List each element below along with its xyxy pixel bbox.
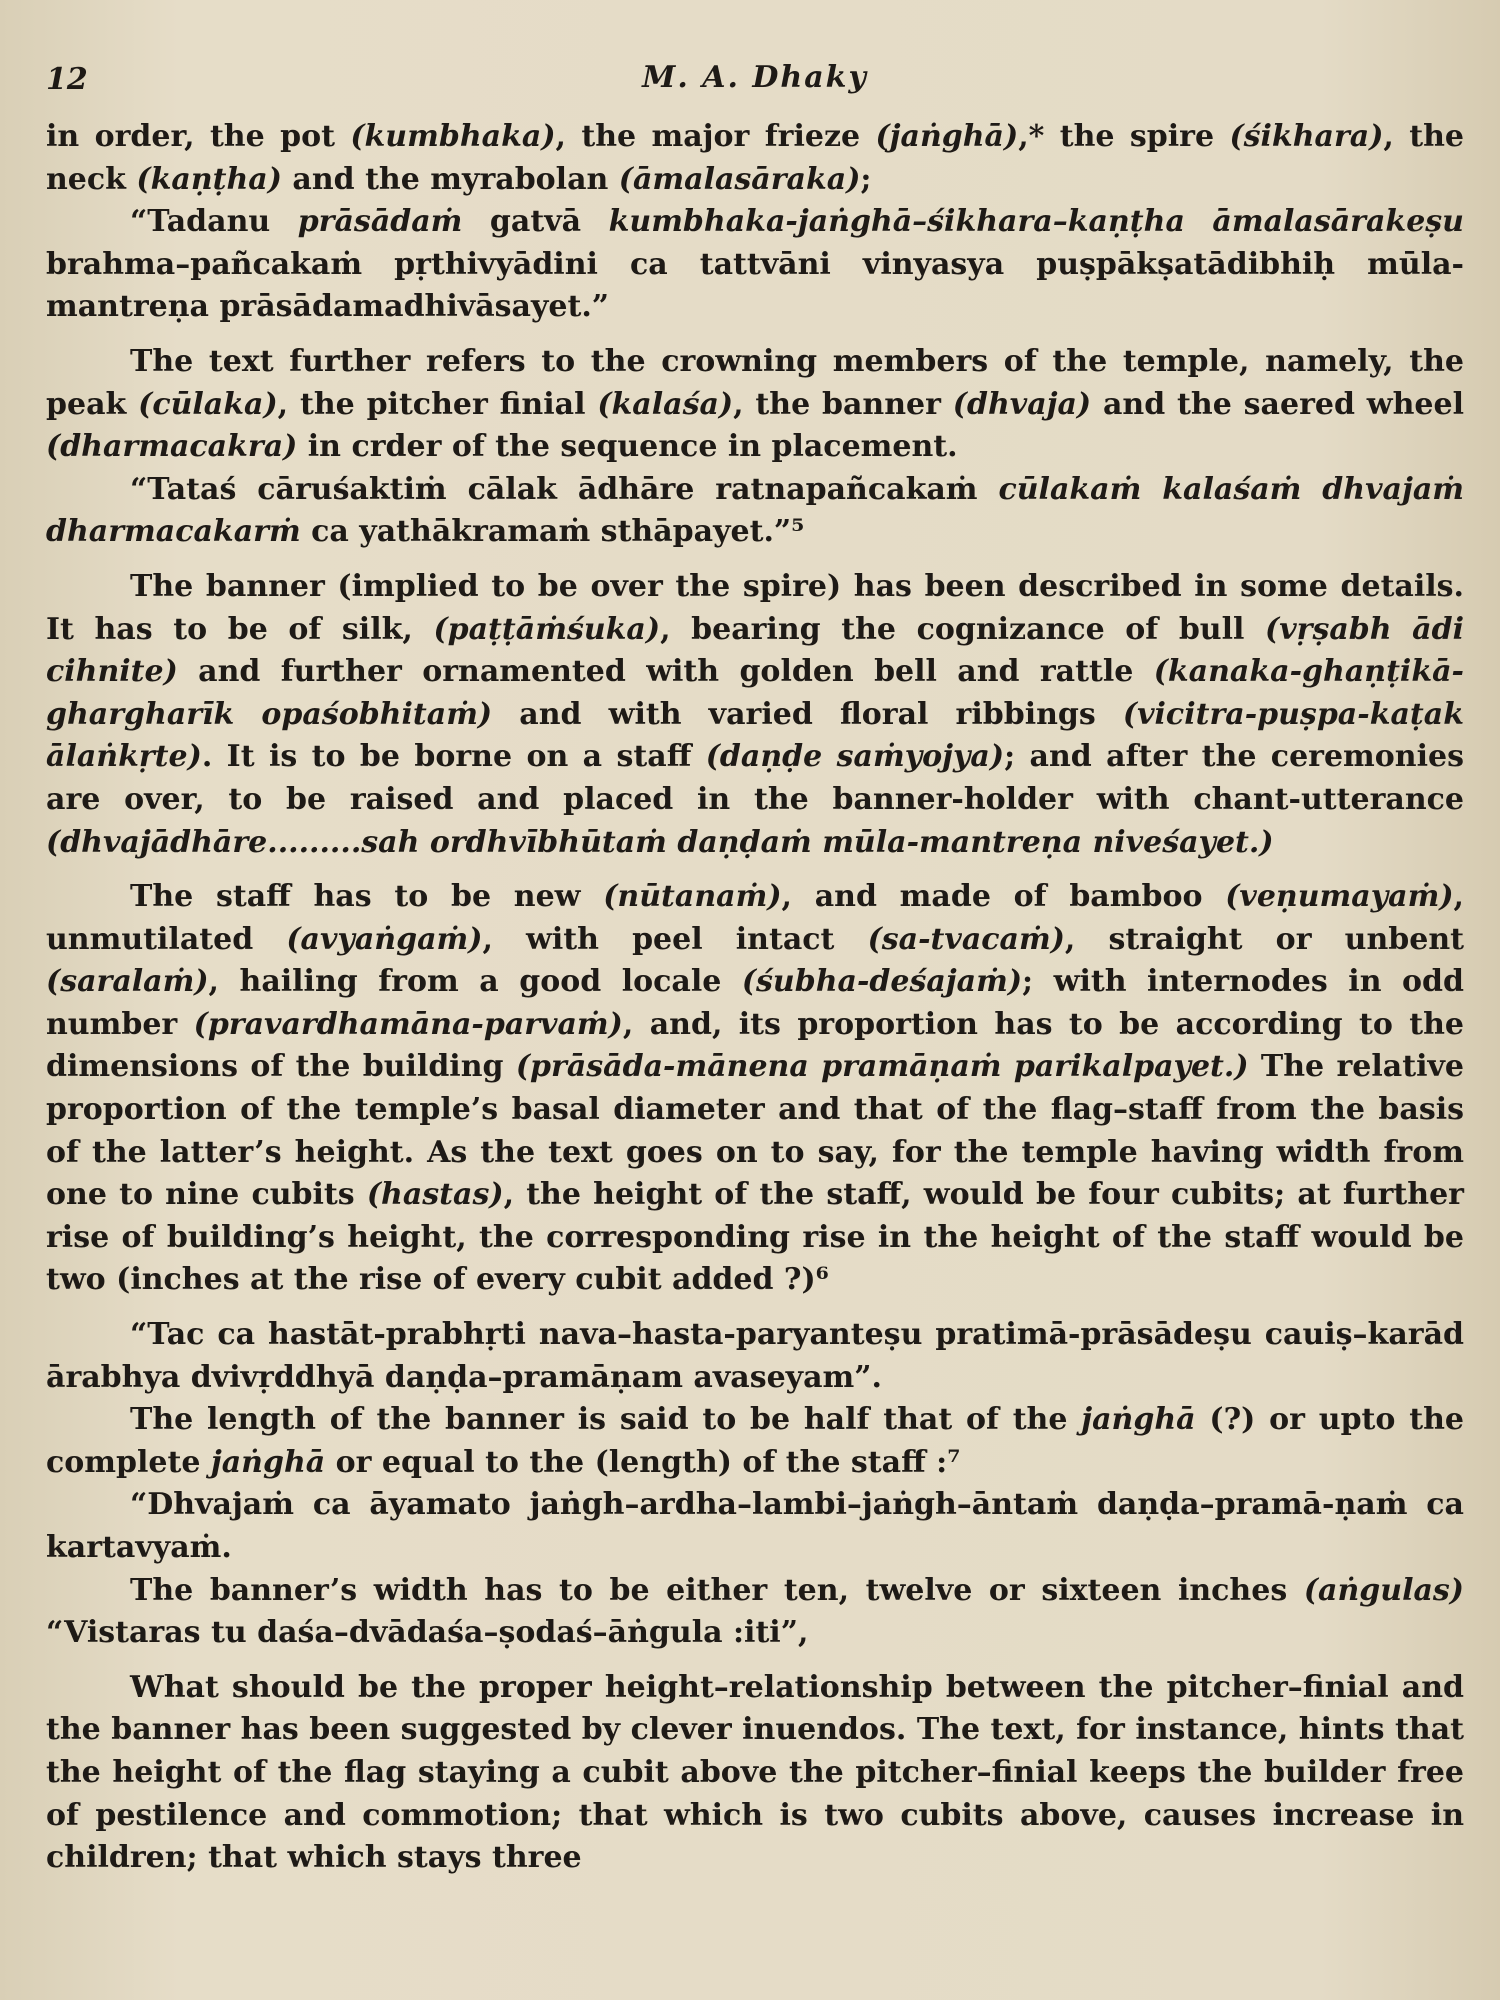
text-run: , bearing the cognizance of bull — [660, 611, 1266, 647]
page-number: 12 — [46, 62, 88, 97]
text-run: , the neck — [46, 119, 1464, 197]
text-run: , the banner — [733, 386, 953, 422]
italic-term: (hastas) — [366, 1177, 504, 1213]
italic-term: (dhvaja) — [952, 386, 1092, 422]
italic-term: (śikhara) — [1229, 119, 1384, 154]
text-run: in order, the pot — [46, 119, 351, 154]
body-text — [46, 116, 1464, 1880]
paragraph — [46, 201, 1464, 329]
italic-term: (śubha-deśajaṁ) — [741, 964, 1023, 1000]
text-run: , hailing from a good locale — [208, 964, 742, 1000]
paragraph — [46, 469, 1464, 554]
italic-term: kumbhaka-jaṅghā–śikhara–kaṇṭha āmalasārakeṣu — [608, 204, 1464, 240]
text-run: in crder of the sequence in placement. — [297, 429, 958, 465]
text-run: , the major frieze — [555, 119, 876, 154]
italic-term: (vṛṣabh ādi cihnite) — [46, 611, 1464, 690]
text-run: . It is to be borne on a staff — [201, 739, 706, 775]
text-run: , the height of the staff, would be four cubits; at further rise of building’s height, the corresponding rise in the height of the staff would be two (inches at the rise of every cubit added ?)⁶ — [46, 1177, 1464, 1298]
italic-term: (sa-tvacaṁ) — [867, 921, 1065, 957]
text-run: gatvā — [462, 204, 609, 240]
text-run: , and made of bamboo — [781, 879, 1226, 915]
text-run: “Tac ca hastāt-prabhṛti nava–hasta-paryanteṣu pratimā-prāsādeṣu cauiṣ–karād ārabhya dvivṛddhyā daṇḍa–pramāṇam avaseyam”. — [46, 1317, 1464, 1395]
text-run: ; — [860, 161, 872, 197]
italic-term: (dhvajādhāre.........sah ordhvībhūtaṁ daṇḍaṁ mūla-mantreṇa niveśayet.) — [46, 824, 1274, 860]
italic-term: (kalaśa) — [597, 386, 734, 422]
italic-term: (aṅgulas) — [1303, 1572, 1464, 1608]
paragraph — [46, 1399, 1464, 1484]
italic-term: (prāsāda-mānena pramāṇaṁ parikalpayet.) — [515, 1049, 1249, 1085]
text-run: The staff has to be new — [130, 879, 604, 915]
text-run: , and, its proportion has to be according to the dimensions of the building — [46, 1006, 1464, 1085]
text-run: “Vistaras tu daśa–dvādaśa–ṣodaś–āṅgula :iti”, — [46, 1615, 809, 1651]
italic-term: (paṭṭāṁśuka) — [433, 611, 661, 647]
text-run: ca yathākramaṁ sthāpayet.”⁵ — [300, 514, 805, 550]
text-run: and with varied floral ribbings — [492, 696, 1123, 732]
paragraph — [46, 876, 1464, 1302]
text-run: The text further refers to the crowning members of the temple, namely, the peak — [46, 343, 1464, 422]
italic-term: (āmalasāraka) — [618, 161, 861, 197]
text-run: , straight or unbent — [1064, 921, 1464, 957]
text-run: The banner (implied to be over the spire) has been described in some details. It has to be of silk, — [46, 568, 1464, 647]
italic-term: (nūtanaṁ) — [603, 879, 782, 915]
italic-term: (vicitra-puṣpa-kaṭak ālaṅkṛte) — [46, 696, 1464, 775]
italic-term: (dharmacakra) — [46, 429, 298, 465]
running-head: M. A. Dhaky — [642, 60, 868, 95]
text-run: or equal to the (length) of the staff :⁷ — [325, 1444, 961, 1480]
text-run: and the myrabolan — [281, 161, 619, 197]
italic-term: (kanaka-ghaṇṭikā-ghargharīk opaśobhitaṁ) — [46, 654, 1464, 732]
italic-term: (daṇḍe saṁyojya) — [705, 739, 1005, 775]
text-run: “Dhvajaṁ ca āyamato jaṅgh–ardha–lambi–jaṅgh–āntaṁ daṇḍa–pramā-ṇaṁ ca kartavyaṁ. — [46, 1487, 1464, 1565]
text-run: and the saered wheel — [1091, 386, 1464, 422]
paragraph — [46, 1570, 1464, 1655]
paragraph — [46, 341, 1464, 469]
paragraph — [46, 1484, 1464, 1569]
text-run: , with peel intact — [482, 921, 868, 957]
text-run: “Tadanu — [130, 204, 298, 240]
paragraph — [46, 566, 1464, 864]
text-run: The relative proportion of the temple’s basal diameter and that of the flag–staff from the basis of the latter’s height. As the text goes on to say, for the temple having width from one to nine cubits — [46, 1049, 1464, 1213]
paragraph — [46, 1667, 1464, 1880]
italic-term: (veṇumayaṁ) — [1225, 879, 1454, 915]
text-run: The banner’s width has to be either ten, twelve or sixteen inches — [130, 1572, 1304, 1608]
italic-term: (pravardhamāna-parvaṁ) — [193, 1006, 623, 1042]
text-run: and further ornamented with golden bell and rattle — [177, 654, 1154, 690]
text-run: (?) or upto the complete — [46, 1402, 1464, 1480]
paragraph — [46, 116, 1464, 201]
text-run: “Tataś cāruśaktiṁ cālak ādhāre ratnapañcakaṁ — [130, 471, 999, 507]
italic-term: cūlakaṁ kalaśaṁ dhvajaṁ dharmacakarṁ — [46, 471, 1464, 550]
paragraph — [46, 1314, 1464, 1399]
text-run: , unmutilated — [46, 879, 1464, 957]
italic-term: (avyaṅgaṁ) — [286, 921, 483, 957]
text-run: What should be the proper height–relationship between the pitcher–finial and the banner has been suggested by clever inuendos. The text, for instance, hints that the height of the flag staying a cubit above the pitcher–finial keeps the builder free of pestilence and commotion; that which is two cubits above, causes increase in children; that which stays three — [46, 1669, 1464, 1876]
italic-term: (kaṇṭha) — [136, 161, 282, 197]
text-run: , the pitcher finial — [277, 386, 598, 422]
italic-term: prāsādaṁ — [297, 204, 463, 240]
text-run: ; and after the ceremonies are over, to be raised and placed in the banner-holder with chant-utterance — [46, 739, 1464, 817]
italic-term: jaṅghā — [1081, 1402, 1196, 1438]
italic-term: (cūlaka) — [138, 386, 278, 422]
text-run: The length of the banner is said to be half that of the — [130, 1402, 1082, 1438]
italic-term: (jaṅghā) — [875, 119, 1019, 154]
text-run: ,* the spire — [1018, 119, 1230, 154]
italic-term: (saralaṁ) — [46, 964, 209, 1000]
italic-term: jaṅghā — [210, 1444, 326, 1480]
page-header — [46, 56, 1464, 116]
text-run: brahma–pañcakaṁ pṛthivyādini ca tattvāni vinyasya puṣpākṣatādibhiḥ mūla-mantreṇa prāsādamadhivāsayet.” — [46, 246, 1464, 325]
text-run: ; with internodes in odd number — [46, 964, 1464, 1042]
italic-term: (kumbhaka) — [350, 119, 556, 154]
